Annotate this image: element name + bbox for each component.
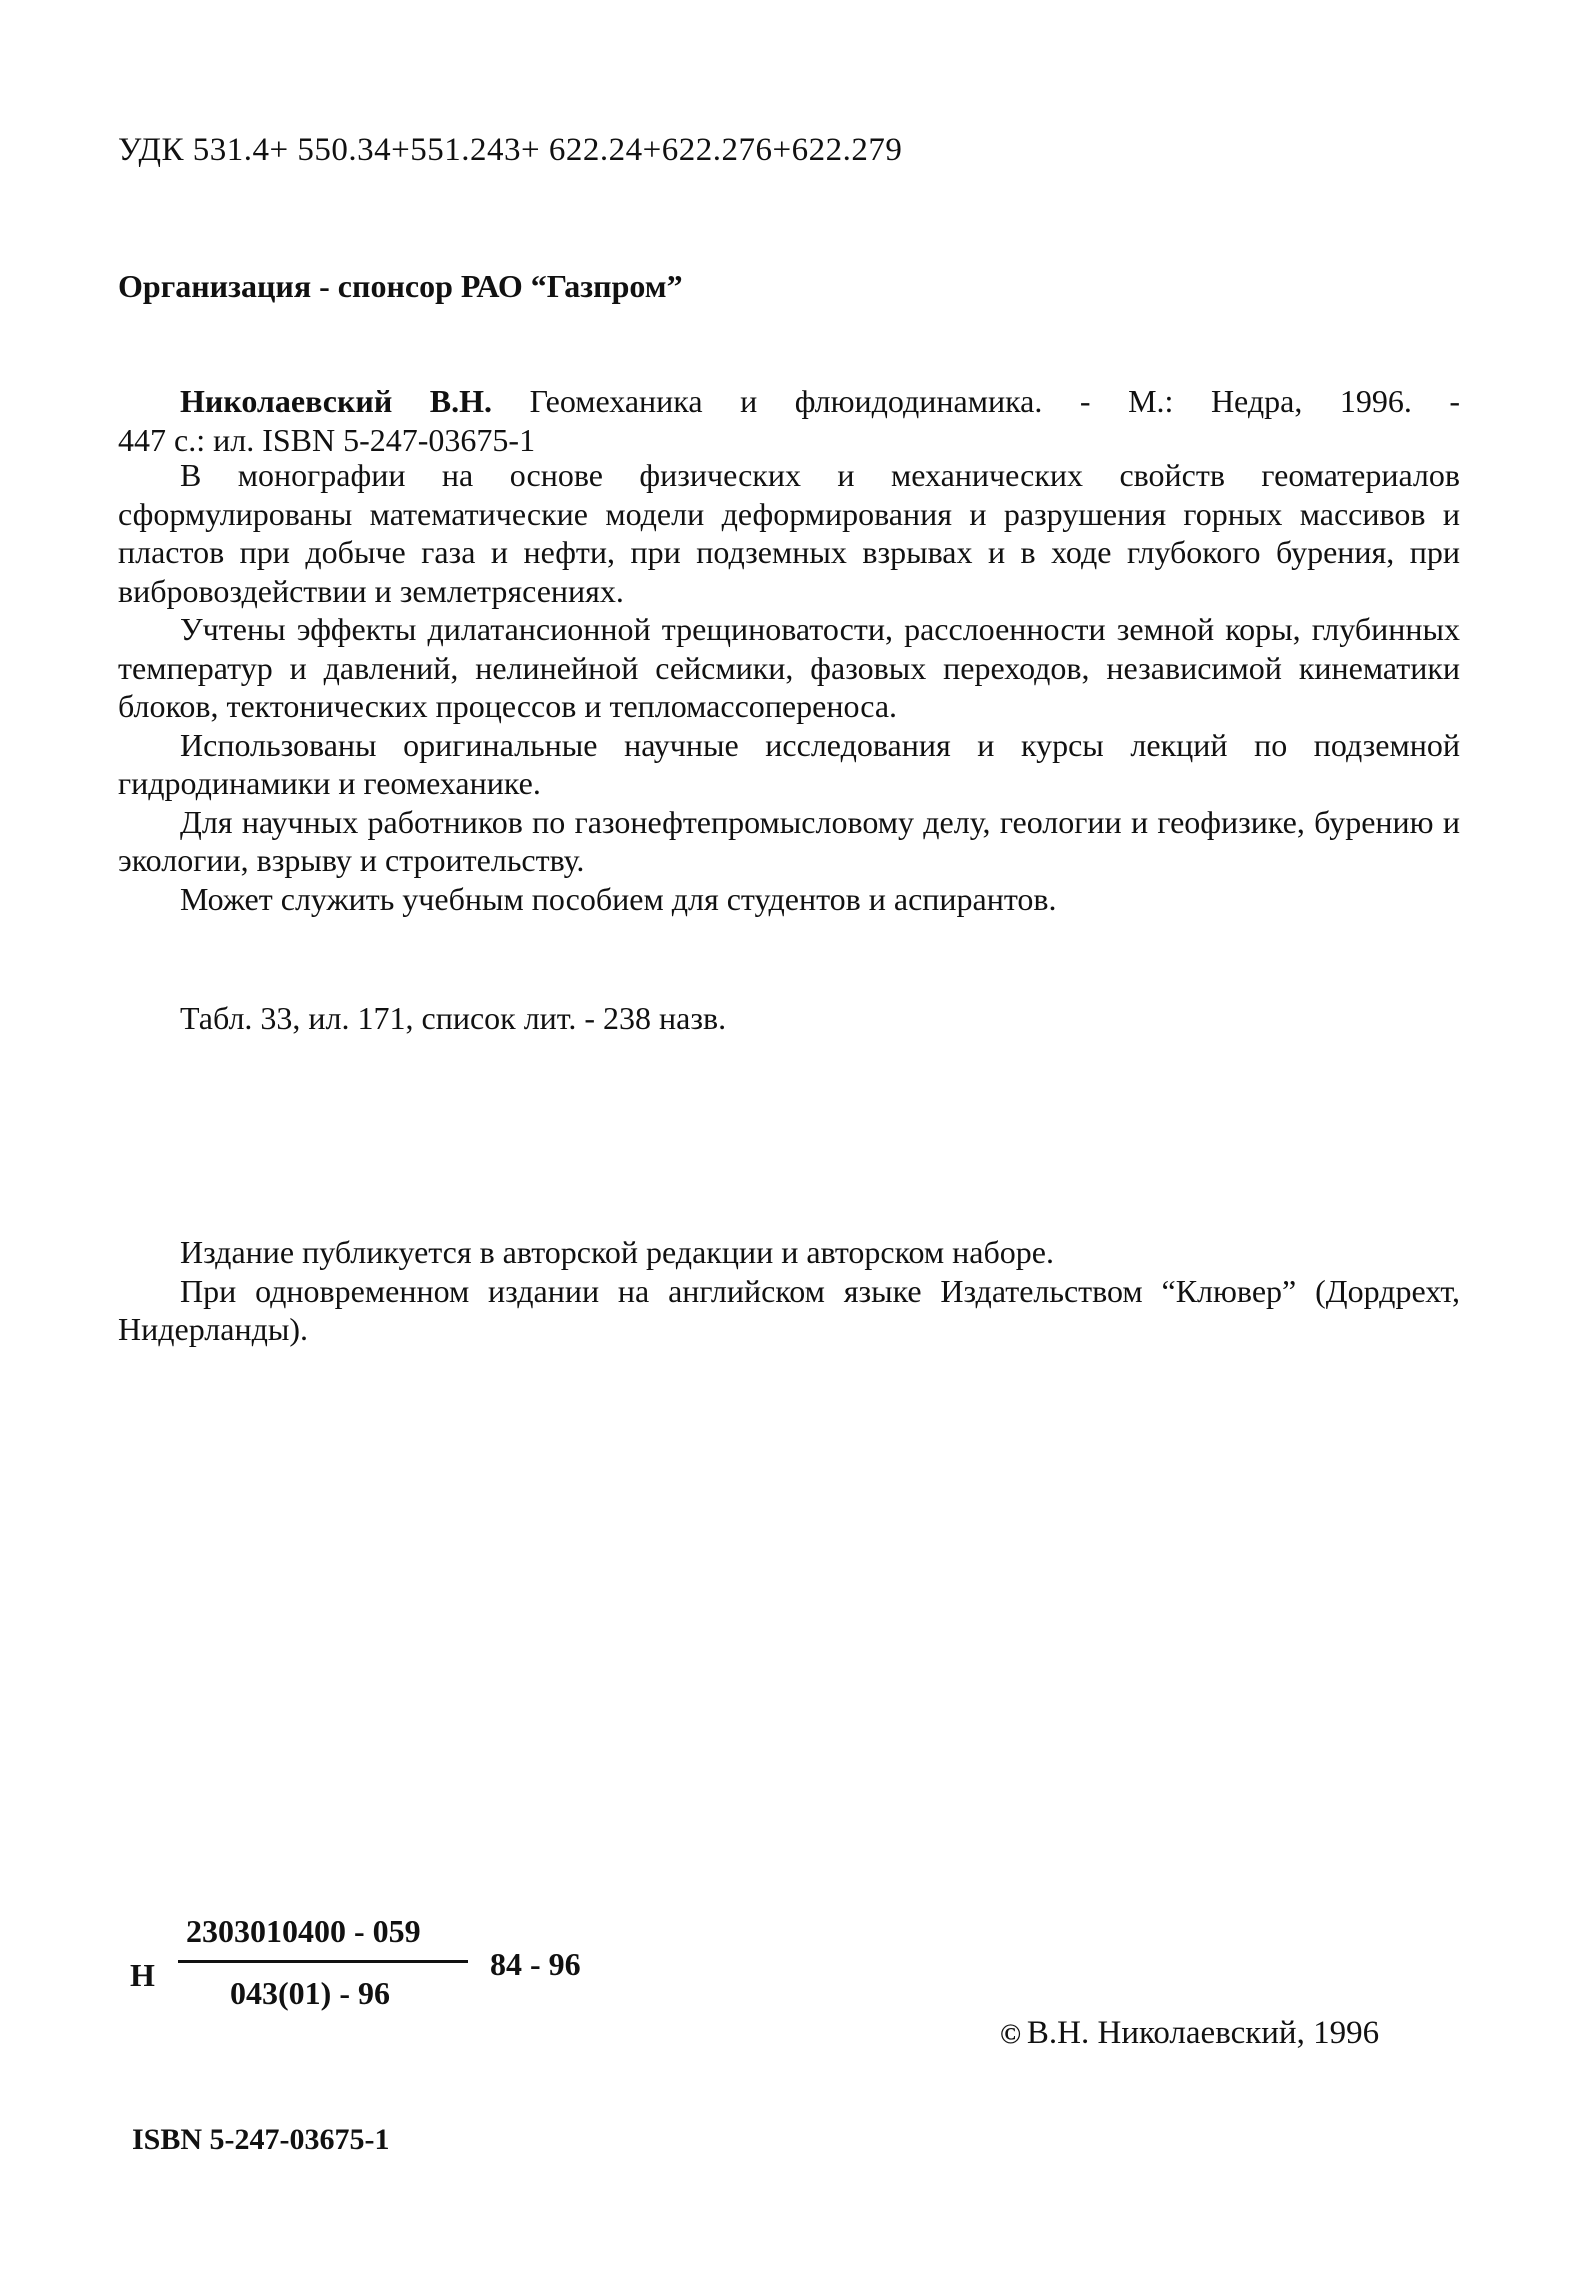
annotation-paragraph: Для научных работников по газонефтепромысловому делу, геологии и геофизике, бурению и экологии, взрыву и строительству.: [118, 803, 1460, 878]
edition-note-paragraph: Издание публикуется в авторской редакции и авторском наборе.: [180, 1234, 1054, 1270]
publisher-code-denominator: 043(01) - 96: [230, 1975, 390, 2011]
citation-pages-isbn: 447 с.: ил. ISBN 5-247-03675-1: [118, 421, 536, 458]
publisher-code-fraction-line: [178, 1960, 468, 1963]
edition-note-paragraph: При одновременном издании на английском языке Издательством “Клювер” (Дордрехт, Нидерланды).: [118, 1272, 1460, 1347]
sponsor-line: Организация - спонсор РАО “Газпром”: [118, 268, 683, 304]
copyright-icon: ©: [1000, 2019, 1021, 2050]
tables-illustrations-stats: Табл. 33, ил. 171, список лит. - 238 назв.: [180, 1000, 727, 1036]
isbn-footer: ISBN 5-247-03675-1: [132, 2123, 390, 2156]
publisher-code-prefix: Н: [130, 1957, 155, 1993]
citation-author: Николаевский В.Н.: [180, 383, 493, 419]
annotation-paragraph: В монографии на основе физических и механических свойств геоматериалов сформулированы математические модели деформирования и разрушения горных массивов и пластов при добыче газа и нефти, при подземных взрывах и в ходе глубокого бурения, при вибровоздействии и землетрясениях.: [118, 457, 1460, 609]
edition-note: [118, 1233, 1460, 1349]
annotation: [118, 456, 1460, 918]
bibliographic-citation: [118, 382, 1460, 459]
citation-title-publisher: Геомеханика и флюидодинамика. - М.: Недра, 1996. -: [529, 383, 1461, 419]
publisher-code-suffix: 84 - 96: [490, 1946, 581, 1982]
annotation-paragraph: Учтены эффекты дилатансионной трещиноватости, расслоенности земной коры, глубинных температур и давлений, нелинейной сейсмики, фазовых переходов, независимой кинематики блоков, тектонических процессов и тепломассопереноса.: [118, 611, 1460, 724]
annotation-paragraph: Может служить учебным пособием для студентов и аспирантов.: [180, 880, 1057, 917]
annotation-paragraph: Использованы оригинальные научные исследования и курсы лекций по подземной гидродинамики и геомеханике.: [118, 726, 1460, 801]
udk-classification: УДК 531.4+ 550.34+551.243+ 622.24+622.276+622.279: [118, 132, 903, 168]
copyright-text: В.Н. Николаевский, 1996: [1026, 2015, 1380, 2051]
copyright-notice: [1000, 2015, 1379, 2052]
publisher-code-numerator: 2303010400 - 059: [186, 1913, 421, 1949]
